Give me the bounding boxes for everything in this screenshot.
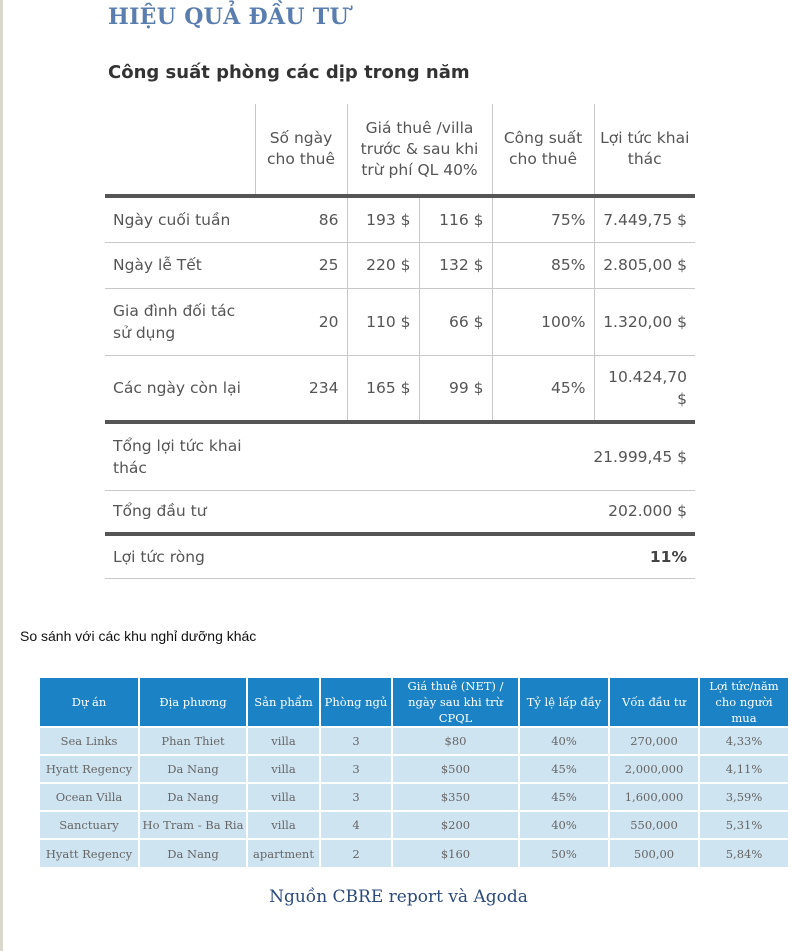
price-after-cell: 132 $	[419, 242, 492, 288]
investment-cell: 550,000	[609, 811, 699, 839]
table-row	[40, 839, 788, 867]
header-investment: Vốn đầu tư	[609, 678, 699, 727]
total-yield-value: 21.999,45 $	[255, 422, 695, 490]
net-yield-row	[105, 534, 695, 578]
product-cell: villa	[247, 811, 320, 839]
investment-cell: 1,600,000	[609, 783, 699, 811]
net-yield-label: Lợi tức ròng	[105, 534, 255, 578]
occupancy-rate-cell: 40%	[519, 811, 609, 839]
page-edge	[0, 0, 3, 951]
annual-yield-cell: 5,31%	[699, 811, 788, 839]
section-subtitle: Công suất phòng các dịp trong năm	[108, 62, 470, 83]
bedrooms-cell: 2	[320, 839, 392, 867]
price-after-cell: 99 $	[419, 355, 492, 422]
project-cell: Sea Links	[40, 727, 139, 755]
compare-header-row	[40, 678, 788, 727]
net-rate-cell: $160	[392, 839, 519, 867]
row-label: Các ngày còn lại	[105, 355, 255, 422]
project-cell: Sanctuary	[40, 811, 139, 839]
price-before-cell: 220 $	[347, 242, 419, 288]
project-cell: Hyatt Regency	[40, 839, 139, 867]
product-cell: villa	[247, 783, 320, 811]
project-cell: Ocean Villa	[40, 783, 139, 811]
compare-table	[40, 678, 788, 867]
net-yield-value: 11%	[255, 534, 695, 578]
table-row	[105, 288, 695, 355]
header-occupancy: Công suất cho thuê	[492, 104, 594, 196]
header-occupancy-rate: Tỷ lệ lấp đầy	[519, 678, 609, 727]
occupancy-cell: 100%	[492, 288, 594, 355]
location-cell: Ho Tram - Ba Ria	[139, 811, 247, 839]
total-yield-row	[105, 422, 695, 490]
product-cell: villa	[247, 755, 320, 783]
header-location: Địa phương	[139, 678, 247, 727]
header-price: Giá thuê /villa trước & sau khi trừ phí QL 40%	[347, 104, 492, 196]
days-cell: 86	[255, 196, 347, 242]
occupancy-rate-cell: 50%	[519, 839, 609, 867]
investment-cell: 500,00	[609, 839, 699, 867]
yield-cell: 7.449,75 $	[594, 196, 695, 242]
product-cell: apartment	[247, 839, 320, 867]
header-yield: Lợi tức khai thác	[594, 104, 695, 196]
price-before-cell: 110 $	[347, 288, 419, 355]
location-cell: Da Nang	[139, 755, 247, 783]
page-title: HIỆU QUẢ ĐẦU TƯ	[108, 4, 349, 30]
table-row	[105, 242, 695, 288]
total-investment-row	[105, 490, 695, 534]
header-days: Số ngày cho thuê	[255, 104, 347, 196]
location-cell: Da Nang	[139, 839, 247, 867]
product-cell: villa	[247, 727, 320, 755]
bedrooms-cell: 3	[320, 755, 392, 783]
annual-yield-cell: 4,33%	[699, 727, 788, 755]
price-after-cell: 66 $	[419, 288, 492, 355]
net-rate-cell: $500	[392, 755, 519, 783]
occupancy-rate-cell: 45%	[519, 755, 609, 783]
yield-cell: 10.424,70 $	[594, 355, 695, 422]
bedrooms-cell: 4	[320, 811, 392, 839]
annual-yield-cell: 5,84%	[699, 839, 788, 867]
total-investment-value: 202.000 $	[255, 490, 695, 534]
source-caption: Nguồn CBRE report và Agoda	[269, 887, 528, 907]
price-before-cell: 193 $	[347, 196, 419, 242]
investment-cell: 270,000	[609, 727, 699, 755]
net-rate-cell: $80	[392, 727, 519, 755]
table-row	[40, 783, 788, 811]
net-rate-cell: $200	[392, 811, 519, 839]
annual-yield-cell: 3,59%	[699, 783, 788, 811]
table-row	[40, 811, 788, 839]
table-row	[105, 355, 695, 422]
row-label: Ngày lễ Tết	[105, 242, 255, 288]
total-yield-label: Tổng lợi tức khai thác	[105, 422, 255, 490]
row-label: Gia đình đối tác sử dụng	[105, 288, 255, 355]
project-cell: Hyatt Regency	[40, 755, 139, 783]
total-investment-label: Tổng đầu tư	[105, 490, 255, 534]
occupancy-header-row	[105, 104, 695, 196]
occupancy-rate-cell: 45%	[519, 783, 609, 811]
header-bedrooms: Phòng ngủ	[320, 678, 392, 727]
bedrooms-cell: 3	[320, 727, 392, 755]
location-cell: Phan Thiet	[139, 727, 247, 755]
occupancy-rate-cell: 40%	[519, 727, 609, 755]
table-row	[40, 755, 788, 783]
occupancy-cell: 75%	[492, 196, 594, 242]
header-project: Dự án	[40, 678, 139, 727]
header-net-rate: Giá thuê (NET) / ngày sau khi trừ CPQL	[392, 678, 519, 727]
header-product: Sản phẩm	[247, 678, 320, 727]
header-blank	[105, 104, 255, 196]
occupancy-table	[105, 104, 695, 579]
net-rate-cell: $350	[392, 783, 519, 811]
price-after-cell: 116 $	[419, 196, 492, 242]
days-cell: 234	[255, 355, 347, 422]
price-before-cell: 165 $	[347, 355, 419, 422]
occupancy-cell: 85%	[492, 242, 594, 288]
yield-cell: 1.320,00 $	[594, 288, 695, 355]
header-annual-yield: Lợi tức/năm cho người mua	[699, 678, 788, 727]
table-row	[105, 196, 695, 242]
investment-cell: 2,000,000	[609, 755, 699, 783]
days-cell: 25	[255, 242, 347, 288]
yield-cell: 2.805,00 $	[594, 242, 695, 288]
compare-section-label: So sánh với các khu nghỉ dưỡng khác	[20, 628, 257, 644]
bedrooms-cell: 3	[320, 783, 392, 811]
location-cell: Da Nang	[139, 783, 247, 811]
annual-yield-cell: 4,11%	[699, 755, 788, 783]
days-cell: 20	[255, 288, 347, 355]
occupancy-cell: 45%	[492, 355, 594, 422]
row-label: Ngày cuối tuần	[105, 196, 255, 242]
table-row	[40, 727, 788, 755]
